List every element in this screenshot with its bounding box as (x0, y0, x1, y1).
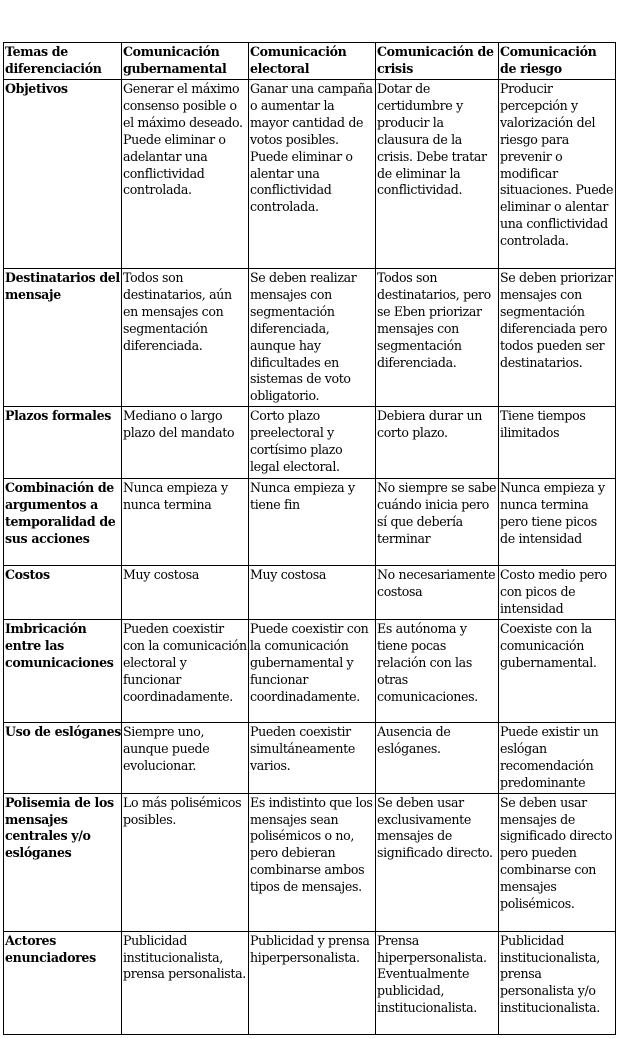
table-cell: Prensa hiperpersonalista. Eventualmente publicidad, institucionalista. (376, 931, 499, 1034)
table-cell: Se deben priorizar mensajes con segmentación diferenciada pero todos pueden ser destinatarios. (499, 269, 616, 407)
table-cell: Tiene tiempos ilimitados (499, 407, 616, 479)
table-cell: No siempre se sabe cuándo inicia pero sí que debería terminar (376, 479, 499, 566)
table-row (4, 566, 616, 620)
table-cell: Es autónoma y tiene pocas relación con las otras comunicaciones. (376, 619, 499, 722)
table-cell: Costo medio pero con picos de intensidad (499, 566, 616, 620)
table-cell: Publicidad institucionalista, prensa personalista y/o institucionalista. (499, 931, 616, 1034)
table-cell: Corto plazo preelectoral y cortísimo plazo legal electoral. (249, 407, 376, 479)
table-cell: Todos son destinatarios, pero se Eben priorizar mensajes con segmentación diferenciada. (376, 269, 499, 407)
comparison-table (3, 42, 616, 1035)
table-cell: Se deben realizar mensajes con segmentación diferenciada, aunque hay dificultades en sistemas de voto obligatorio. (249, 269, 376, 407)
table-cell: Publicidad institucionalista, prensa personalista. (122, 931, 249, 1034)
table-row (4, 793, 616, 931)
row-label: Uso de eslóganes (4, 722, 122, 793)
row-label: Polisemia de los mensajes centrales y/o eslóganes (4, 793, 122, 931)
table-cell: Nunca empieza y tiene fin (249, 479, 376, 566)
table-row (4, 931, 616, 1034)
table-cell: Debiera durar un corto plazo. (376, 407, 499, 479)
table-cell: Puede existir un eslógan recomendación predominante (499, 722, 616, 793)
comparison-document (3, 42, 615, 1035)
table-cell: Lo más polisémicos posibles. (122, 793, 249, 931)
row-label: Destinatarios del mensaje (4, 269, 122, 407)
table-cell: Nunca empieza y nunca termina (122, 479, 249, 566)
table-cell: Pueden coexistir simultáneamente varios. (249, 722, 376, 793)
table-header-row (4, 43, 616, 80)
row-label: Costos (4, 566, 122, 620)
table-cell: Publicidad y prensa hiperpersonalista. (249, 931, 376, 1034)
table-cell: Producir percepción y valorización del riesgo para prevenir o modificar situaciones. Puede eliminar o alentar una conflictividad controlada. (499, 80, 616, 269)
table-cell: Todos son destinatarios, aún en mensajes con segmentación diferenciada. (122, 269, 249, 407)
table-row (4, 269, 616, 407)
table-cell: No necesariamente costosa (376, 566, 499, 620)
table-cell: Es indistinto que los mensajes sean polisémicos o no, pero debieran combinarse ambos tipos de mensajes. (249, 793, 376, 931)
table-cell: Pueden coexistir con la comunicación electoral y funcionar coordinadamente. (122, 619, 249, 722)
header-cell-riesgo: Comunicación de riesgo (499, 43, 616, 80)
table-row (4, 479, 616, 566)
table-row (4, 619, 616, 722)
table-cell: Nunca empieza y nunca termina pero tiene picos de intensidad (499, 479, 616, 566)
header-cell-electoral: Comunicación electoral (249, 43, 376, 80)
table-cell: Ausencia de eslóganes. (376, 722, 499, 793)
table-cell: Puede coexistir con la comunicación gubernamental y funcionar coordinadamente. (249, 619, 376, 722)
header-cell-gubernamental: Comunicación gubernamental (122, 43, 249, 80)
row-label: Plazos formales (4, 407, 122, 479)
table-cell: Generar el máximo consenso posible o el máximo deseado. Puede eliminar o adelantar una conflictividad controlada. (122, 80, 249, 269)
header-cell-crisis: Comunicación de crisis (376, 43, 499, 80)
table-row (4, 722, 616, 793)
table-cell: Muy costosa (249, 566, 376, 620)
row-label: Imbricación entre las comunicaciones (4, 619, 122, 722)
table-cell: Dotar de certidumbre y producir la clausura de la crisis. Debe tratar de eliminar la conflictividad. (376, 80, 499, 269)
table-cell: Se deben usar mensajes de significado directo pero pueden combinarse con mensajes polisémicos. (499, 793, 616, 931)
table-cell: Se deben usar exclusivamente mensajes de significado directo. (376, 793, 499, 931)
row-label: Objetivos (4, 80, 122, 269)
table-cell: Muy costosa (122, 566, 249, 620)
table-cell: Siempre uno, aunque puede evolucionar. (122, 722, 249, 793)
row-label: Combinación de argumentos a temporalidad de sus acciones (4, 479, 122, 566)
table-cell: Ganar una campaña o aumentar la mayor cantidad de votos posibles. Puede eliminar o alentar una conflictividad controlada. (249, 80, 376, 269)
row-label: Actores enunciadores (4, 931, 122, 1034)
table-row (4, 407, 616, 479)
table-row (4, 80, 616, 269)
table-cell: Mediano o largo plazo del mandato (122, 407, 249, 479)
header-cell-temas: Temas de diferenciación (4, 43, 122, 80)
table-cell: Coexiste con la comunicación gubernamental. (499, 619, 616, 722)
